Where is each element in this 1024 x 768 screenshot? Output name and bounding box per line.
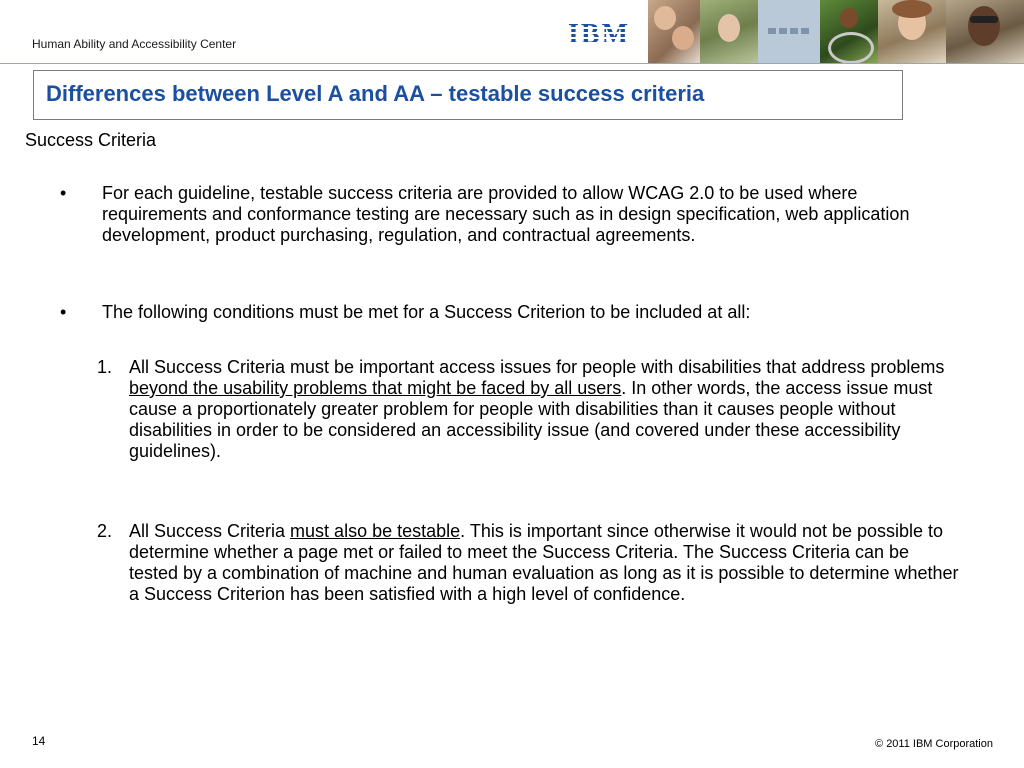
bullet-text: For each guideline, testable success criteria are provided to allow WCAG 2.0 to be used where requirements and conformance testing are necessary such as in design specification, web application development, product purchasing, regulation, and contractual agreements. — [102, 183, 910, 245]
ibm-logo-text: IBM — [568, 19, 630, 50]
numbered-text-before: All Success Criteria — [129, 521, 291, 541]
org-name: Human Ability and Accessibility Center — [32, 37, 237, 51]
numbered-text-after: . This is important since otherwise it would not be possible to determine whether a page met or failed to meet the Success Criteria. The Success Criteria can be tested by a combination of machine and human evaluation as long as it is possible to determine whether a Success Criterion has been satisfied with a high level of confidence. — [129, 521, 959, 604]
numbered-text — [129, 521, 959, 605]
photo-woman-portrait — [878, 0, 946, 63]
header-divider — [0, 63, 1024, 64]
ibm-logo — [565, 18, 633, 52]
photo-elderly-man-glasses — [946, 0, 1024, 63]
numbered-text — [129, 357, 959, 462]
slide-title: Differences between Level A and AA – testable success criteria — [46, 81, 705, 106]
photo-elderly-man — [700, 0, 758, 63]
copyright-notice: © 2011 IBM Corporation — [875, 738, 993, 750]
slide-header — [0, 0, 1024, 64]
numbered-marker: 2. — [97, 521, 113, 541]
photo-athlete-wheelchair — [820, 0, 878, 63]
header-photo-strip — [648, 0, 1024, 63]
photo-smiling-women — [648, 0, 700, 63]
bullet-marker: • — [60, 183, 67, 203]
bullet-marker: • — [60, 302, 67, 322]
numbered-text-after: . In other words, the access issue must cause a proportionately greater problem for people with disabilities than it causes people without disabilities in order to be considered an accessibility issue (and covered under these accessibility guidelines). — [129, 378, 933, 461]
section-heading: Success Criteria — [25, 130, 157, 150]
page-number: 14 — [32, 734, 46, 748]
underlined-phrase: must also be testable — [290, 521, 461, 541]
title-box — [33, 70, 903, 120]
numbered-marker: 1. — [97, 357, 113, 377]
numbered-text-before: All Success Criteria must be important access issues for people with disabilities that address problems — [129, 357, 945, 377]
underlined-phrase: beyond the usability problems that might be faced by all users — [129, 378, 622, 398]
photo-pattern — [758, 0, 820, 63]
bullet-text: The following conditions must be met for a Success Criterion to be included at all: — [102, 302, 751, 322]
